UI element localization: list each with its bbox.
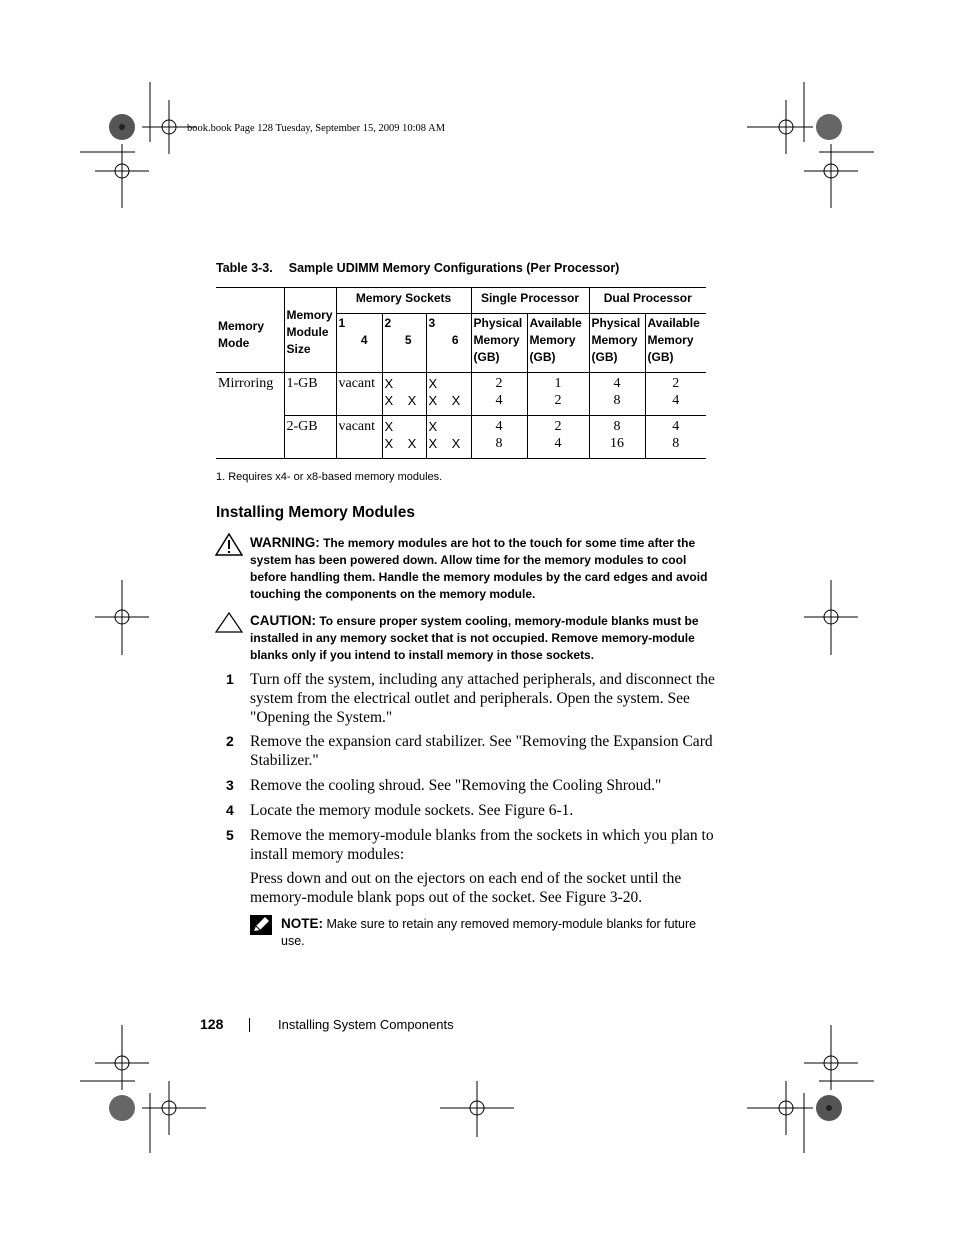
cell-socket-2: X bbox=[384, 376, 394, 391]
header-socket-3: 3 bbox=[428, 316, 436, 330]
step-number: 2 bbox=[226, 733, 234, 749]
table-footnote: 1. Requires x4- or x8-based memory modules. bbox=[216, 471, 443, 483]
cell-size: 1-GB bbox=[286, 376, 318, 391]
warning-text: The memory modules are hot to the touch for some time after the system has been powered down. Allow time for the memory modules to cool before handling them. Handle the memory modules by the card edges and avoid touching the components on the memory module. bbox=[250, 536, 708, 601]
warning-icon bbox=[215, 532, 243, 556]
table-row bbox=[216, 373, 706, 416]
header-sp-physical: Physical Memory (GB) bbox=[473, 316, 523, 364]
cell-socket-3: X bbox=[428, 376, 438, 391]
cell-dp-physical: 4 8 bbox=[613, 376, 621, 408]
table-caption bbox=[216, 261, 619, 275]
cell-dp-physical: 8 16 bbox=[610, 419, 624, 451]
cell-socket-6: X X bbox=[428, 393, 461, 408]
note-text: Make sure to retain any removed memory-module blanks for future use. bbox=[281, 917, 697, 948]
header-dp-available: Available Memory (GB) bbox=[647, 316, 700, 364]
header-memory-mode: Memory Mode bbox=[218, 319, 265, 350]
cell-socket-6: X X bbox=[428, 436, 461, 451]
step-number: 4 bbox=[226, 802, 234, 818]
table-row bbox=[216, 416, 706, 459]
cell-dp-available: 2 4 bbox=[672, 376, 680, 408]
caution-icon bbox=[215, 611, 243, 633]
note-label: NOTE: bbox=[281, 916, 323, 931]
section-title: Installing Memory Modules bbox=[216, 504, 415, 521]
cell-socket-1-4: vacant bbox=[338, 376, 376, 391]
step-number: 1 bbox=[226, 671, 234, 687]
header-socket-1: 1 bbox=[338, 316, 346, 330]
cell-socket-5: X X bbox=[384, 436, 417, 451]
table-number: Table 3-3. bbox=[216, 261, 273, 275]
footer-chapter: Installing System Components bbox=[278, 1017, 454, 1032]
header-dp-physical: Physical Memory (GB) bbox=[591, 316, 641, 364]
cell-sp-available: 1 2 bbox=[554, 376, 562, 408]
header-memory-sockets: Memory Sockets bbox=[355, 291, 452, 305]
footer-divider bbox=[249, 1018, 250, 1032]
header-memory-module-size: Memory Module Size bbox=[286, 307, 333, 356]
memory-config-table bbox=[216, 287, 706, 459]
cell-size: 2-GB bbox=[286, 419, 318, 434]
step-number: 3 bbox=[226, 777, 234, 793]
step-number: 5 bbox=[226, 827, 234, 843]
header-single-processor: Single Processor bbox=[480, 291, 580, 305]
cell-socket-1-4: vacant bbox=[338, 419, 376, 434]
cell-socket-5: X X bbox=[384, 393, 417, 408]
step-text: Remove the expansion card stabilizer. See "Removing the Expansion Card Stabilizer." bbox=[250, 733, 713, 769]
note-pencil-icon bbox=[250, 915, 272, 935]
cell-dp-available: 4 8 bbox=[672, 419, 680, 451]
page-number: 128 bbox=[200, 1016, 224, 1032]
caution-notice bbox=[250, 612, 710, 664]
header-socket-5: 5 bbox=[404, 333, 412, 347]
header-socket-4: 4 bbox=[360, 333, 368, 347]
cell-mode: Mirroring bbox=[218, 376, 274, 391]
warning-notice bbox=[250, 534, 710, 603]
cell-socket-2: X bbox=[384, 419, 394, 434]
step-text: Remove the memory-module blanks from the sockets in which you plan to install memory modules: bbox=[250, 827, 714, 863]
header-dual-processor: Dual Processor bbox=[603, 291, 692, 305]
cell-sp-physical: 2 4 bbox=[495, 376, 503, 408]
caution-text: To ensure proper system cooling, memory-module blanks must be installed in any memory socket that is not occupied. Remove memory-module blanks only if you intend to install memory in those sockets. bbox=[250, 614, 699, 662]
table-title: Sample UDIMM Memory Configurations (Per Processor) bbox=[288, 261, 620, 275]
header-socket-6: 6 bbox=[451, 333, 459, 347]
caution-label: CAUTION: bbox=[250, 613, 316, 628]
header-socket-2: 2 bbox=[384, 316, 392, 330]
cell-sp-available: 2 4 bbox=[554, 419, 562, 451]
warning-label: WARNING: bbox=[250, 535, 320, 550]
note-notice bbox=[281, 915, 711, 950]
step-5-paragraph: Press down and out on the ejectors on each end of the socket until the memory-module blank pops out of the socket. See Figure 3-20. bbox=[250, 870, 682, 906]
step-text: Turn off the system, including any attached peripherals, and disconnect the system from the electrical outlet and peripherals. Open the system. See "Opening the System." bbox=[250, 671, 715, 726]
cell-socket-3: X bbox=[428, 419, 438, 434]
step-text: Remove the cooling shroud. See "Removing the Cooling Shroud." bbox=[250, 777, 662, 794]
step-text: Locate the memory module sockets. See Figure 6-1. bbox=[250, 802, 574, 819]
cell-sp-physical: 4 8 bbox=[495, 419, 503, 451]
book-header-stamp: book.book Page 128 Tuesday, September 15, 2009 10:08 AM bbox=[187, 123, 446, 134]
header-sp-available: Available Memory (GB) bbox=[529, 316, 582, 364]
